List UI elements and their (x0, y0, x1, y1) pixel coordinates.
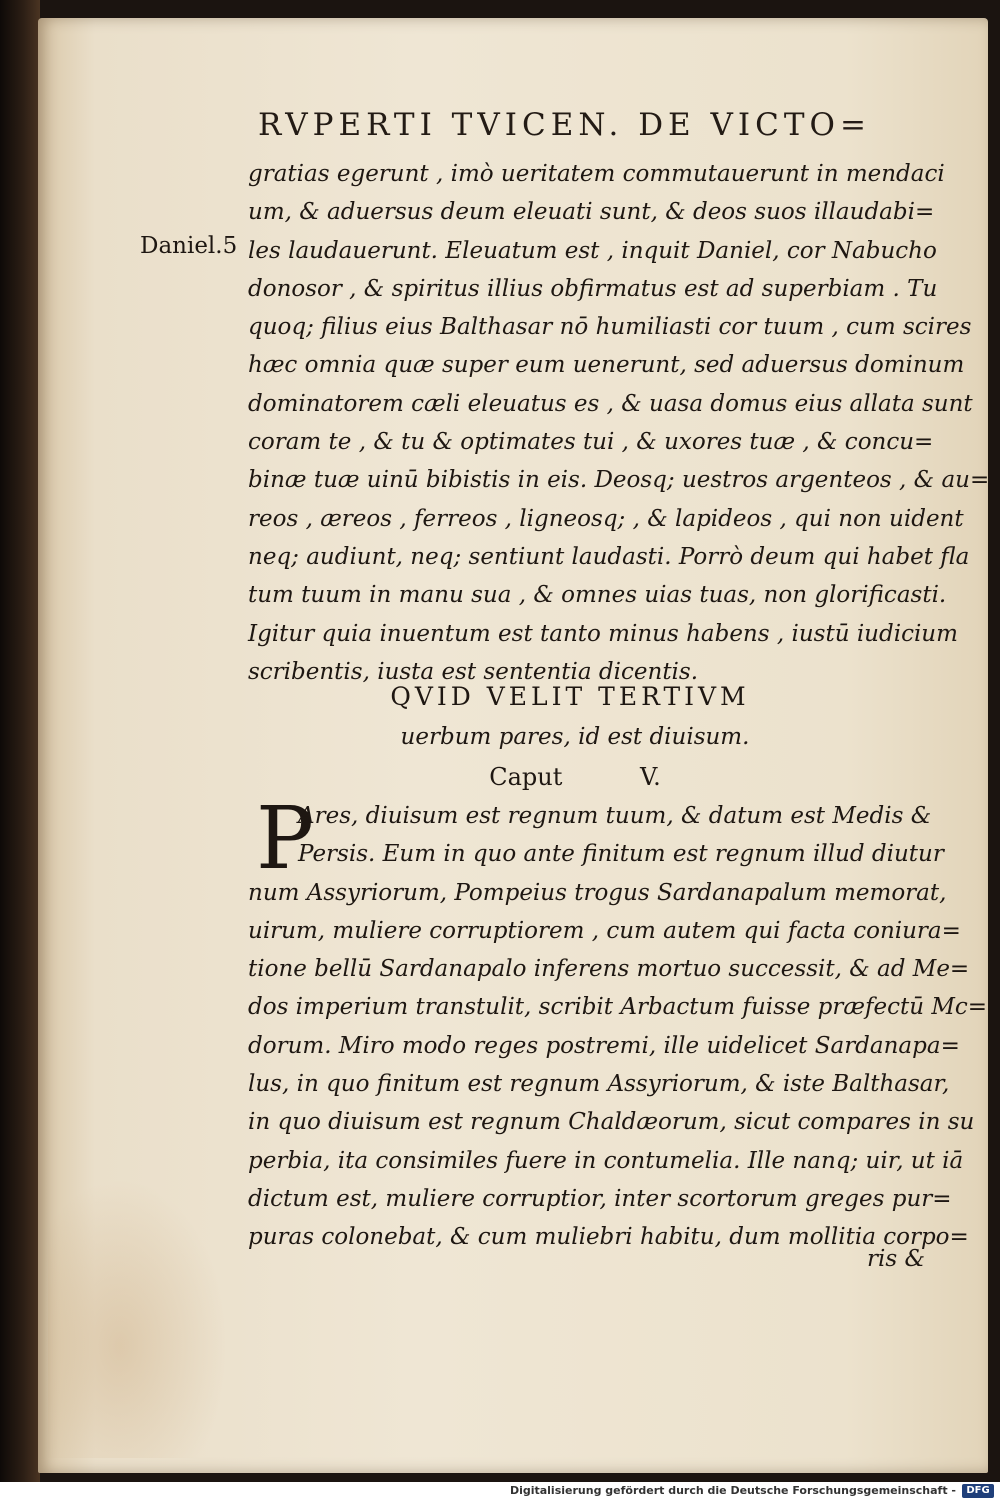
text-line: gratias egerunt , imò ueritatem commutauerunt in mendaci (248, 161, 945, 187)
text-line: neq; audiunt, neq; sentiunt laudasti. Porrò deum qui habet fla (248, 543, 970, 570)
paper-stain (48, 1178, 228, 1458)
drop-cap-initial: P (256, 789, 314, 889)
running-head: RVPERTI TVICEN. DE VICTO= (258, 107, 871, 143)
text-line: hæc omnia quæ super eum uenerunt, sed aduersus dominum (248, 352, 965, 379)
text-line: uirum, muliere corruptiorem , cum autem qui facta coniura= (248, 917, 961, 944)
text-line: num Assyriorum, Pompeius trogus Sardanapalum memorat, (248, 879, 947, 906)
catchword: ris & (867, 1246, 925, 1272)
text-line: Persis. Eum in quo ante finitum est regnum illud diutur (298, 841, 944, 868)
text-line: les laudauerunt. Eleuatum est , inquit Daniel, cor Nabucho (248, 237, 937, 264)
chapter-subtitle: uerbum pares, id est diuisum. (400, 724, 750, 750)
footer-credit: Digitalisierung gefördert durch die Deutsche Forschungsgemeinschaft - (509, 1484, 956, 1497)
text-line: in quo diuisum est regnum Chaldæorum, sicut compares in su (248, 1109, 975, 1136)
margin-note: Daniel.5 (140, 233, 238, 259)
text-line: puras colonebat, & cum muliebri habitu, dum mollitia corpo= (248, 1224, 969, 1251)
text-line: dorum. Miro modo reges postremi, ille uidelicet Sardanapa= (248, 1032, 960, 1059)
chapter-title: QVID VELIT TERTIVM (390, 682, 750, 711)
text-line: Igitur quia inuentum est tanto minus habens , iustū iudicium (248, 620, 958, 647)
text-line: dos imperium transtulit, scribit Arbactum fuisse præfectū Mc= (248, 994, 988, 1021)
text-line: coram te , & tu & optimates tui , & uxores tuæ , & concu= (248, 429, 934, 456)
dfg-logo-icon[interactable]: DFG (962, 1484, 994, 1498)
text-line: tione bellū Sardanapalo inferens mortuo successit, & ad Me= (248, 956, 970, 983)
text-line: reos , æreos , ferreos , ligneosq; , & lapideos , qui non uident (248, 505, 964, 532)
book-spine (0, 0, 40, 1501)
text-line: tum tuum in manu sua , & omnes uias tuas, non glorificasti. (248, 582, 947, 609)
paragraph-2 (248, 789, 988, 1257)
text-line: perbia, ita consimiles fuere in contumelia. Ille nanq; uir, ut iā (248, 1147, 964, 1174)
text-line: donosor , & spiritus illius obfirmatus est ad superbiam . Tu (248, 275, 938, 302)
text-line: Ares, diuisum est regnum tuum, & datum est Medis & (298, 803, 932, 829)
text-line: dominatorem cæli eleuatus es , & uasa domus eius allata sunt (248, 390, 973, 417)
chapter-number: Caput V. (489, 763, 661, 791)
text-line: lus, in quo finitum est regnum Assyriorum, & iste Balthasar, (248, 1071, 950, 1098)
paragraph-1 (248, 155, 990, 691)
text-line: um, & aduersus deum eleuati sunt, & deos suos illaudabi= (248, 199, 935, 226)
text-line: dictum est, muliere corruptior, inter scortorum greges pur= (248, 1185, 952, 1212)
text-line: quoq; filius eius Balthasar nō humiliasti cor tuum , cum scires (248, 314, 972, 341)
text-line: scribentis, iusta est sententia dicentis. (248, 658, 699, 685)
text-line: binæ tuæ uinū bibistis in eis. Deosq; uestros argenteos , & au= (248, 467, 990, 494)
